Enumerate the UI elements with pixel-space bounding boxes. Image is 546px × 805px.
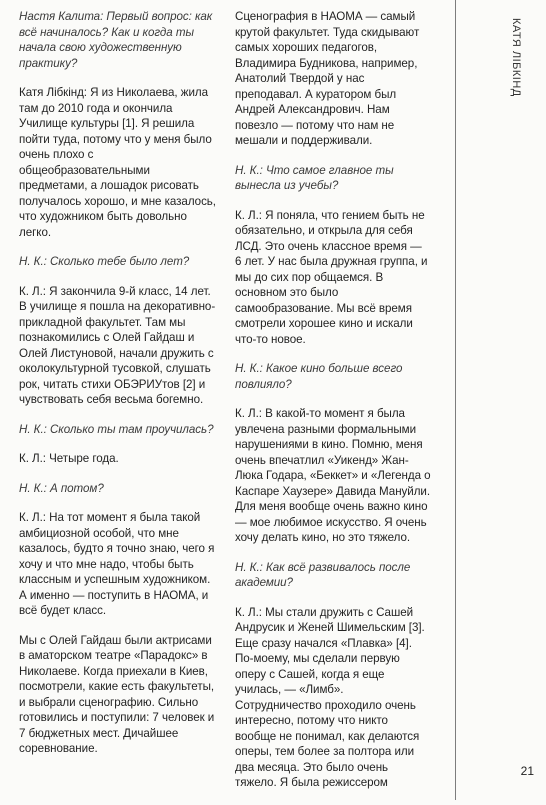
interview-question: Н. К.: Что самое главное ты вынесла из учебы? [235,163,394,192]
interview-question: Н. К.: Как всё развивалось после академии? [235,560,411,589]
interview-answer: Катя Лібкінд: Я из Николаева, жила там до 2010 года и окончила Училище культуры [1]. Я решила пойти туда, потому что у меня было очень плохо с общеобразовательными предметами, а лошадок рисовать получалось хорошо, и мне казалось, что художником быть довольно легко. [19,86,216,239]
interview-question: Н. К.: Сколько тебе было лет? [19,255,190,268]
interview-answer: К. Л.: Мы стали дружить с Сашей Андрусик и Женей Шимельским [3]. Еще сразу начался «Плавка» [4]. По-моему, мы сделали первую оперу с Сашей, когда я еще училась, — «Лимб». Сотрудничество проходило очень интересно, потому что никто вообще не понимал, как делаются оперы, тем более за полтора или два месяца. Это было очень тяжело. Я была режиссером [235,605,425,789]
running-head-author: КАТЯ ЛІБКІНД [510,18,522,97]
side-tab [455,0,546,800]
interview-question: Настя Калита: Первый вопрос: как всё начиналось? Как и когда ты начала свою художественную практику? [19,10,213,70]
interview-answer: К. Л.: В какой-то момент я была увлечена разными формальными нарушениями в кино. Помню, меня очень впечатлил «Уикенд» Жан-Люка Годара, «Беккет» и «Легенда о Каспаре Хаузере» Давида Мануйли. Для меня вообще очень важно кино — мое любимое искусство. Я очень хочу делать кино, но это тяжело. [235,407,431,544]
interview-answer: Сценография в НАОМА — самый крутой факультет. Туда скидывают самых хороших педагогов, Владимира Будникова, например, Анатолий Твердой у нас преподавал. А куратором был Андрей Александрович. Нам повезло — потому что нам не мешали и поддерживали. [235,10,420,147]
interview-answer: К. Л.: На тот момент я была такой амбициозной особой, что мне казалось, будто я точно знаю, чего я хочу и что мне надо, чтобы быть классным и успешным художником. А именно — поступить в НАОМА, и всё будет класс. [19,511,215,617]
interview-answer: Мы с Олей Гайдаш были актрисами в аматорском театре «Парадокс» в Николаеве. Когда приехали в Киев, посмотрели, какие есть факультеты, и выбрали сценографию. Сильно готовились и поступили: 7 человек и 7 бюджетных мест. Дичайшее соревнование. [19,633,215,755]
interview-answer: К. Л.: Четыре года. [19,452,119,465]
interview-answer: К. Л.: Я поняла, что гением быть не обязательно, и открыла для себя ЛСД. Это очень классное время — 6 лет. У нас была дружная группа, и мы до сих пор общаемся. В основном это было самообразование. Мы всё время смотрели хорошее кино и искали что-то новое. [235,208,428,346]
left-column [19,9,221,771]
interview-answer: К. Л.: Я закончила 9-й класс, 14 лет. В училище я пошла на декоративно-прикладной факультет. Там мы познакомились с Олей Гайдаш и Олей Листуновой, начали дружить с околокультурной тусовкой, слушать рок, читать стихи ОБЭРИУтов [2] и чувствовать себя весьма богемно. [19,284,216,406]
right-column [235,9,431,805]
interview-question: Н. К.: Сколько ты там проучилась? [19,422,214,436]
page-number: 21 [520,764,534,778]
interview-question: Н. К.: Какое кино больше всего повлияло? [235,362,403,391]
interview-question: Н. К.: А потом? [19,481,104,495]
